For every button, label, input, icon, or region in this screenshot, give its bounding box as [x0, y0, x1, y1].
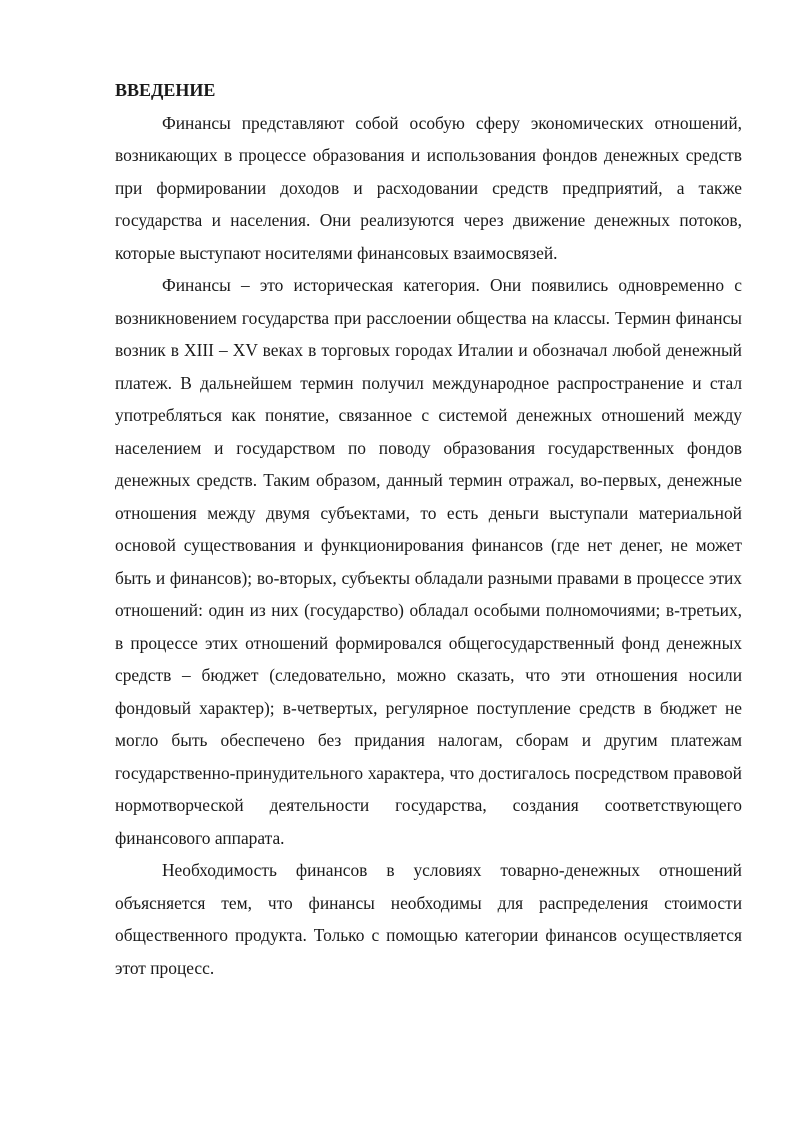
document-page [115, 74, 742, 984]
paragraph-1: Финансы представляют собой особую сферу экономических отношений, возникающих в процессе образования и использования фондов денежных средств при формировании доходов и расходовании средств предприятий, а также государства и населения. Они реализуются через движение денежных потоков, которые выступают носителями финансовых взаимосвязей. [115, 112, 742, 263]
paragraph-2: Финансы – это историческая категория. Они появились одновременно с возникновением государства при расслоении общества на классы. Термин финансы возник в XIII – XV веках в торговых городах Италии и обозначал любой денежный платеж. В дальнейшем термин получил международное распространение и стал употребляться как понятие, связанное с системой денежных отношений между населением и государством по поводу образования государственных фондов денежных средств. Таким образом, данный термин отражал, во-первых, денежные отношения между двумя субъектами, то есть деньги выступали материальной основой существования и функционирования финансов (где нет денег, не может быть и финансов); во-вторых, субъекты обладали разными правами в процессе этих отношений: один из них (государство) обладал особыми полномочиями; в-третьих, в процессе этих отношений формировался общегосударственный фонд денежных средств – бюджет (следовательно, можно сказать, что эти отношения носили фондовый характер); в-четвертых, регулярное поступление средств в бюджет не могло быть обеспечено без придания налогам, сборам и другим платежам государственно-принудительного характера, что достигалось посредством правовой нормотворческой деятельности государства, создания соответствующего финансового аппарата. [115, 275, 742, 848]
paragraph-3: Необходимость финансов в условиях товарно-денежных отношений объясняется тем, что финансы необходимы для распределения стоимости общественного продукта. Только с помощью категории финансов осуществляется этот процесс. [115, 860, 742, 978]
section-heading: ВВЕДЕНИЕ [115, 80, 216, 100]
